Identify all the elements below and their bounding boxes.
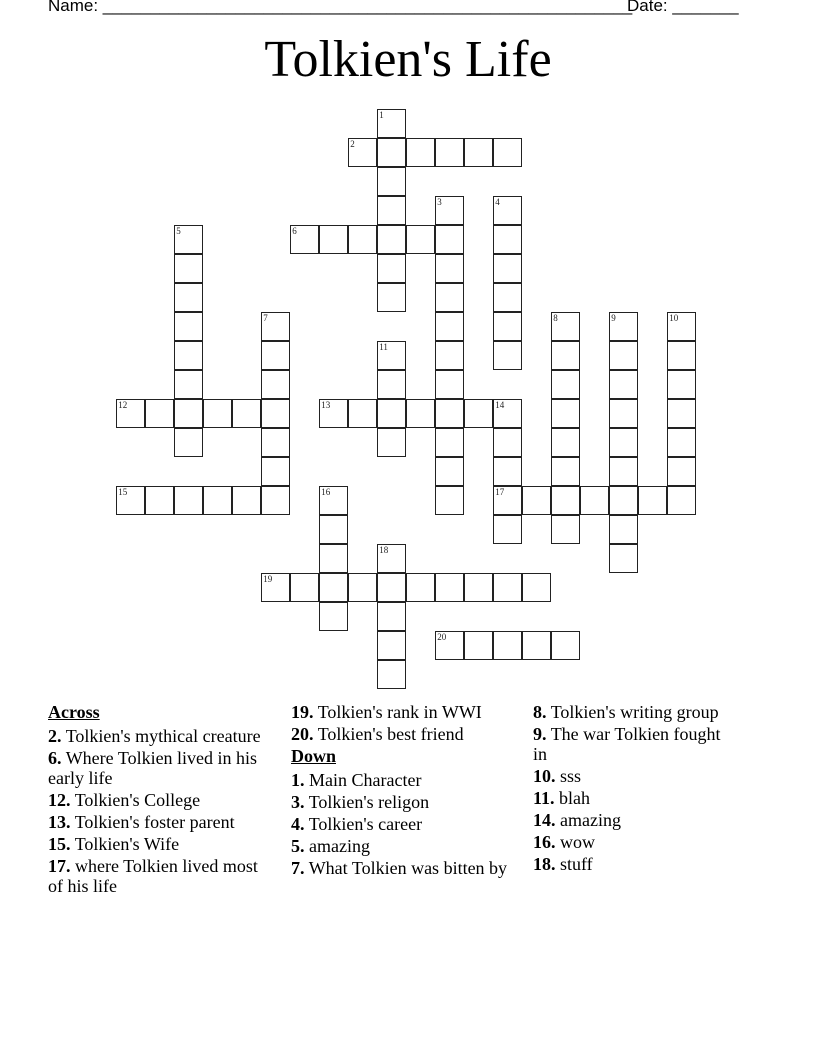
crossword-cell[interactable] [493,196,522,225]
crossword-cell[interactable] [174,428,203,457]
crossword-cell[interactable] [290,573,319,602]
cell-number: 4 [495,197,500,208]
clue-text: Tolkien's rank in WWI [317,702,482,722]
crossword-cell[interactable] [551,486,580,515]
clue-number: 20. [291,724,314,744]
crossword-cell[interactable] [493,515,522,544]
crossword-cell[interactable] [493,312,522,341]
cell-number: 17 [495,487,505,498]
cell-number: 14 [495,400,505,411]
crossword-cell[interactable] [145,486,174,515]
crossword-cell[interactable] [319,225,348,254]
crossword-cell[interactable] [406,399,435,428]
clue-text: wow [560,832,595,852]
crossword-cell[interactable] [435,225,464,254]
clue-across-15 [48,834,263,854]
crossword-cell[interactable] [174,486,203,515]
cell-number: 11 [379,342,388,353]
crossword-cell[interactable] [609,399,638,428]
clue-number: 8. [533,702,547,722]
crossword-cell[interactable] [377,631,406,660]
clue-text: amazing [309,836,370,856]
cell-number: 19 [263,574,273,585]
crossword-cell[interactable] [435,341,464,370]
crossword-cell[interactable] [435,428,464,457]
clue-down-8 [533,702,733,722]
clue-across-12 [48,790,263,810]
crossword-cell[interactable] [435,457,464,486]
clue-number: 12. [48,790,71,810]
crossword-cell[interactable] [551,370,580,399]
crossword-cell[interactable] [435,399,464,428]
crossword-cell[interactable] [116,486,145,515]
crossword-cell[interactable] [377,341,406,370]
cell-number: 3 [437,197,442,208]
crossword-cell[interactable] [261,370,290,399]
clue-down-7 [291,858,511,878]
crossword-cell[interactable] [609,370,638,399]
clue-text: The war Tolkien fought in [533,724,721,764]
crossword-cell[interactable] [319,399,348,428]
clue-text: Tolkien's best friend [317,724,464,744]
clue-text: Tolkien's College [74,790,201,810]
crossword-cell[interactable] [667,312,696,341]
clue-text: Tolkien's writing group [550,702,719,722]
crossword-cell[interactable] [232,399,261,428]
crossword-cell[interactable] [319,602,348,631]
crossword-cell[interactable] [493,283,522,312]
clue-number: 13. [48,812,71,832]
crossword-cell[interactable] [522,486,551,515]
cell-number: 18 [379,545,389,556]
crossword-cell[interactable] [377,109,406,138]
clues-column-1 [48,702,263,898]
clue-number: 16. [533,832,556,852]
clue-text: Tolkien's career [308,814,423,834]
crossword-cell[interactable] [174,399,203,428]
crossword-cell[interactable] [348,399,377,428]
clue-number: 15. [48,834,71,854]
crossword-cell[interactable] [551,312,580,341]
clue-across-13 [48,812,263,832]
crossword-cell[interactable] [377,573,406,602]
clue-number: 4. [291,814,305,834]
crossword-cell[interactable] [493,486,522,515]
clue-down-1 [291,770,511,790]
crossword-cell[interactable] [203,486,232,515]
clue-down-10 [533,766,733,786]
crossword-cell[interactable] [493,631,522,660]
crossword-cell[interactable] [377,167,406,196]
clue-down-3 [291,792,511,812]
crossword-cell[interactable] [435,254,464,283]
clue-text: Tolkien's Wife [74,834,180,854]
crossword-cell[interactable] [609,515,638,544]
page-title: Tolkien's Life [264,31,552,88]
clue-text: Tolkien's mythical creature [65,726,261,746]
clue-text: stuff [560,854,593,874]
crossword-cell[interactable] [667,486,696,515]
crossword-cell[interactable] [435,631,464,660]
crossword-cell[interactable] [464,631,493,660]
crossword-cell[interactable] [174,341,203,370]
clue-number: 17. [48,856,71,876]
clue-across-6 [48,748,263,788]
crossword-cell[interactable] [261,312,290,341]
crossword-cell[interactable] [261,428,290,457]
clue-number: 11. [533,788,555,808]
crossword-cell[interactable] [261,341,290,370]
crossword-cell[interactable] [174,370,203,399]
crossword-cell[interactable] [551,515,580,544]
crossword-cell[interactable] [232,486,261,515]
crossword-cell[interactable] [377,660,406,689]
crossword-cell[interactable] [319,573,348,602]
clue-down-11 [533,788,733,808]
crossword-cell[interactable] [493,225,522,254]
crossword-cell[interactable] [174,254,203,283]
crossword-cell[interactable] [435,138,464,167]
clue-down-16 [533,832,733,852]
crossword-cell[interactable] [667,428,696,457]
date-field[interactable]: Date: _______ [627,0,739,15]
crossword-cell[interactable] [377,283,406,312]
crossword-cell[interactable] [145,399,174,428]
crossword-cell[interactable] [261,399,290,428]
crossword-cell[interactable] [348,138,377,167]
crossword-cell[interactable] [464,138,493,167]
clue-down-4 [291,814,511,834]
cell-number: 7 [263,313,268,324]
crossword-cell[interactable] [551,341,580,370]
crossword-cell[interactable] [174,225,203,254]
clue-text: Tolkien's religon [308,792,430,812]
clue-across-17 [48,856,263,896]
crossword-cell[interactable] [667,399,696,428]
crossword-cell[interactable] [522,631,551,660]
crossword-cell[interactable] [609,544,638,573]
crossword-cell[interactable] [493,341,522,370]
cell-number: 16 [321,487,331,498]
crossword-cell[interactable] [493,573,522,602]
crossword-cell[interactable] [609,457,638,486]
cell-number: 20 [437,632,447,643]
clue-number: 1. [291,770,305,790]
crossword-cell[interactable] [377,225,406,254]
clue-number: 5. [291,836,305,856]
clue-number: 6. [48,748,62,768]
crossword-cell[interactable] [406,138,435,167]
crossword-cell[interactable] [348,573,377,602]
cell-number: 5 [176,226,181,237]
crossword-cell[interactable] [638,486,667,515]
clue-number: 9. [533,724,547,744]
crossword-cell[interactable] [435,486,464,515]
crossword-cell[interactable] [377,602,406,631]
clue-number: 18. [533,854,556,874]
crossword-cell[interactable] [667,457,696,486]
clue-text: blah [559,788,591,808]
crossword-cell[interactable] [464,573,493,602]
clue-down-5 [291,836,511,856]
crossword-cell[interactable] [377,544,406,573]
clues-column-2 [291,702,511,880]
crossword-cell[interactable] [377,196,406,225]
clue-text: where Tolkien lived most of his life [48,856,258,896]
clue-number: 14. [533,810,556,830]
crossword-cell[interactable] [174,283,203,312]
crossword-cell[interactable] [377,138,406,167]
clue-number: 19. [291,702,314,722]
clue-text: amazing [560,810,621,830]
crossword-cell[interactable] [667,370,696,399]
crossword-cell[interactable] [377,370,406,399]
clue-down-18 [533,854,733,874]
crossword-cell[interactable] [435,573,464,602]
across-header: Across [48,702,100,722]
crossword-cell[interactable] [580,486,609,515]
crossword-cell[interactable] [464,399,493,428]
crossword-cell[interactable] [290,225,319,254]
clue-text: Main Character [309,770,422,790]
crossword-cell[interactable] [116,399,145,428]
crossword-cell[interactable] [493,457,522,486]
cell-number: 15 [118,487,128,498]
crossword-cell[interactable] [377,399,406,428]
cell-number: 10 [669,313,679,324]
crossword-cell[interactable] [319,486,348,515]
cell-number: 6 [292,226,297,237]
crossword-cell[interactable] [551,631,580,660]
crossword-cell[interactable] [609,486,638,515]
crossword-cell[interactable] [493,399,522,428]
clues-column-3 [533,702,733,876]
crossword-cell[interactable] [609,341,638,370]
crossword-cell[interactable] [261,457,290,486]
crossword-cell[interactable] [493,254,522,283]
cell-number: 8 [553,313,558,324]
crossword-cell[interactable] [203,399,232,428]
clue-number: 10. [533,766,556,786]
crossword-cell[interactable] [522,573,551,602]
crossword-cell[interactable] [319,544,348,573]
cell-number: 2 [350,139,355,150]
crossword-cell[interactable] [435,196,464,225]
crossword-cell[interactable] [551,399,580,428]
clue-across-20 [291,724,511,744]
clue-number: 7. [291,858,305,878]
crossword-cell[interactable] [435,312,464,341]
crossword-cell[interactable] [174,312,203,341]
crossword-cell[interactable] [435,283,464,312]
crossword-cell[interactable] [348,225,377,254]
clue-down-9 [533,724,733,764]
clue-across-19 [291,702,511,722]
crossword-cell[interactable] [435,370,464,399]
cell-number: 13 [321,400,331,411]
cell-number: 9 [611,313,616,324]
crossword-cell[interactable] [609,428,638,457]
clue-text: Where Tolkien lived in his early life [48,748,258,788]
clue-text: sss [560,766,582,786]
crossword-cell[interactable] [493,138,522,167]
name-field[interactable]: Name: ________________________________________________________ [48,0,633,15]
clue-text: What Tolkien was bitten by [308,858,508,878]
crossword-cell[interactable] [609,312,638,341]
crossword-cell[interactable] [406,225,435,254]
crossword-cell[interactable] [667,341,696,370]
clue-down-14 [533,810,733,830]
crossword-cell[interactable] [377,428,406,457]
crossword-cell[interactable] [319,515,348,544]
clue-number: 2. [48,726,62,746]
cell-number: 1 [379,110,384,121]
clue-text: Tolkien's foster parent [74,812,235,832]
crossword-cell[interactable] [261,486,290,515]
down-header: Down [291,746,337,766]
cell-number: 12 [118,400,128,411]
clue-across-2 [48,726,263,746]
crossword-cell[interactable] [406,573,435,602]
crossword-cell[interactable] [261,573,290,602]
clue-number: 3. [291,792,305,812]
crossword-cell[interactable] [493,428,522,457]
crossword-cell[interactable] [551,428,580,457]
crossword-cell[interactable] [377,254,406,283]
crossword-cell[interactable] [551,457,580,486]
